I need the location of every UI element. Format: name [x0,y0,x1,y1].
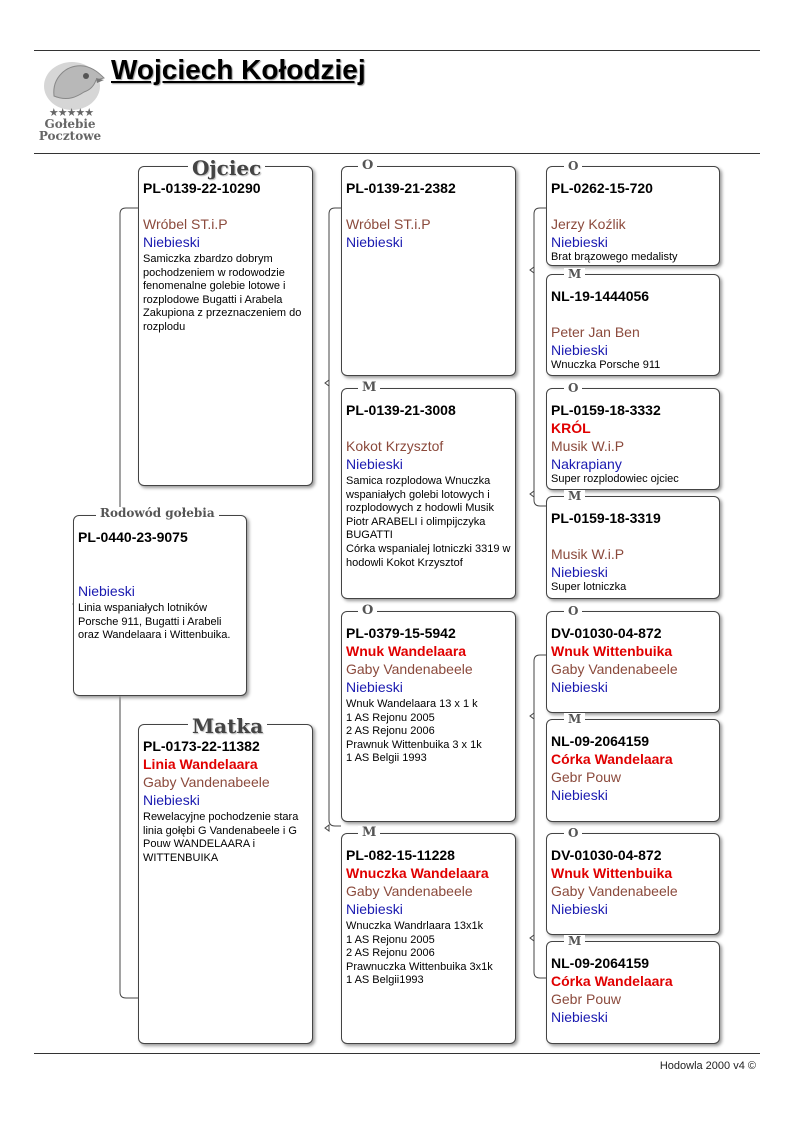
mm-sex-label: M [358,826,380,839]
mmf-color: Niebieski [551,901,608,917]
fff-sex-label: O [564,160,582,172]
ffm-card[interactable] [546,274,720,376]
father-description: Samiczka zbardzo dobrym pochodzeniem w rodowodzie fenomenalne golebie lotowe i rozplodowe Bugatti i Arabela Zakupiona z przeznaczeniem do rozplodu [143,253,302,333]
mother-description: Rewelacyjne pochodzenie stara linia gołębi G Vandenabeele i G Pouw WANDELAARA i WITTENBUIKA [143,811,299,864]
ffm-sex-label: M [564,268,585,280]
father-ring: PL-0139-22-10290 [143,180,261,196]
mf-sex-label: O [358,604,377,617]
mff-card[interactable] [546,611,720,713]
father-breeder: Wróbel ST.i.P [143,216,228,232]
ffm-color: Niebieski [551,342,608,358]
logo-text-line2: Pocztowe [38,129,102,143]
mff-ring: DV-01030-04-872 [551,625,662,641]
subject-label: Rodowód gołebia [96,507,219,519]
mmm-ring: NL-09-2064159 [551,955,650,971]
fff-ring: PL-0262-15-720 [551,180,653,196]
mf-breeder: Gaby Vandenabeele [346,661,473,677]
mmf-ring: DV-01030-04-872 [551,847,662,863]
mmm-sex-label: M [564,935,585,947]
father-card[interactable] [138,166,313,486]
mother-color: Niebieski [143,792,200,808]
granddam-maternal-card[interactable] [341,833,516,1044]
mother-card[interactable] [138,724,313,1044]
fmf-ring: PL-0159-18-3332 [551,402,661,418]
subject-color: Niebieski [78,583,135,599]
mmm-color: Niebieski [551,1009,608,1025]
mfm-card[interactable] [546,719,720,822]
fm-description: Samica rozplodowa Wnuczka wspaniałych golebi lotowych i rozplodowych z hodowli Musik Piotr ARABELI i olimpijczyka BUGATTI Córka wspanialej lotniczki 3319 w hodowli Kokot Krzysztof [346,475,511,569]
mf-ring: PL-0379-15-5942 [346,625,456,641]
mm-description: Wnuczka Wandrlaara 13x1k 1 AS Rejonu 2005 2 AS Rejonu 2006 Prawnuczka Wittenbuika 3x1k 1 AS Belgii1993 [346,920,493,987]
ff-breeder: Wróbel ST.i.P [346,216,431,232]
mfm-color: Niebieski [551,787,608,803]
mff-breeder: Gaby Vandenabeele [551,661,678,677]
mmf-card[interactable] [546,833,720,935]
grandsire-paternal-card[interactable] [341,166,516,376]
fmm-description: Super lotniczka [551,581,627,593]
fmf-name: KRÓL [551,420,591,436]
mm-color: Niebieski [346,901,403,917]
mother-breeder: Gaby Vandenabeele [143,774,270,790]
page-title: Wojciech Kołodziej [111,54,366,85]
grandsire-maternal-card[interactable] [341,611,516,822]
fm-ring: PL-0139-21-3008 [346,402,456,418]
fmm-sex-label: M [564,490,585,502]
logo-stars: ★★★★★ [48,107,94,119]
mfm-ring: NL-09-2064159 [551,733,650,749]
subject-ring: PL-0440-23-9075 [78,529,188,545]
mother-ring: PL-0173-22-11382 [143,738,260,754]
fff-color: Niebieski [551,234,608,250]
father-color: Niebieski [143,234,200,250]
mff-name: Wnuk Wittenbuika [551,643,673,659]
mmm-breeder: Gebr Pouw [551,991,622,1007]
mmm-name: Córka Wandelaara [551,973,673,989]
mfm-breeder: Gebr Pouw [551,769,622,785]
mm-ring: PL-082-15-11228 [346,847,455,863]
subject-description: Linia wspaniałych lotników Porsche 911, Bugatti i Arabeli oraz Wandelaara i Wittenbuika. [78,602,231,642]
fmf-breeder: Musik W.i.P [551,438,625,454]
mmf-breeder: Gaby Vandenabeele [551,883,678,899]
mother-name: Linia Wandelaara [143,756,258,772]
fff-card[interactable] [546,166,720,266]
mfm-sex-label: M [564,713,585,725]
mfm-name: Córka Wandelaara [551,751,673,767]
ffm-description: Wnuczka Porsche 911 [551,359,661,371]
fm-color: Niebieski [346,456,403,472]
ff-sex-label: O [358,159,377,172]
mf-name: Wnuk Wandelaara [346,643,467,659]
mmm-card[interactable] [546,941,720,1044]
ffm-breeder: Peter Jan Ben [551,324,640,340]
subject-card[interactable] [73,515,247,696]
fmf-description: Super rozplodowiec ojciec [551,473,679,485]
mf-description: Wnuk Wandelaara 13 x 1 k 1 AS Rejonu 2005 2 AS Rejonu 2006 Prawnuk Wittenbuika 3 x 1k 1 AS Belgii 1993 [346,698,482,765]
mff-color: Niebieski [551,679,608,695]
mmf-sex-label: O [564,827,582,839]
fmm-color: Niebieski [551,564,608,580]
fm-sex-label: M [358,381,380,394]
ffm-ring: NL-19-1444056 [551,288,650,304]
fmm-card[interactable] [546,496,720,599]
mff-sex-label: O [564,605,582,617]
footer-text: Hodowla 2000 v4 © [659,1060,756,1072]
ff-ring: PL-0139-21-2382 [346,180,456,196]
mf-color: Niebieski [346,679,403,695]
father-label: Ojciec [188,158,265,178]
fmf-color: Nakrapiany [551,456,622,472]
fmf-sex-label: O [564,382,582,394]
fmm-breeder: Musik W.i.P [551,546,625,562]
mmf-name: Wnuk Wittenbuika [551,865,673,881]
fff-breeder: Jerzy Koźlik [551,216,626,232]
fm-breeder: Kokot Krzysztof [346,438,444,454]
ff-color: Niebieski [346,234,403,250]
granddam-paternal-card[interactable] [341,388,516,599]
fmm-ring: PL-0159-18-3319 [551,510,661,526]
mm-name: Wnuczka Wandelaara [346,865,489,881]
fff-description: Brat brązowego medalisty [551,251,678,263]
logo-text-line1: Gołebie [44,117,96,131]
fmf-card[interactable] [546,388,720,490]
mother-label: Matka [188,716,267,736]
mm-breeder: Gaby Vandenabeele [346,883,473,899]
